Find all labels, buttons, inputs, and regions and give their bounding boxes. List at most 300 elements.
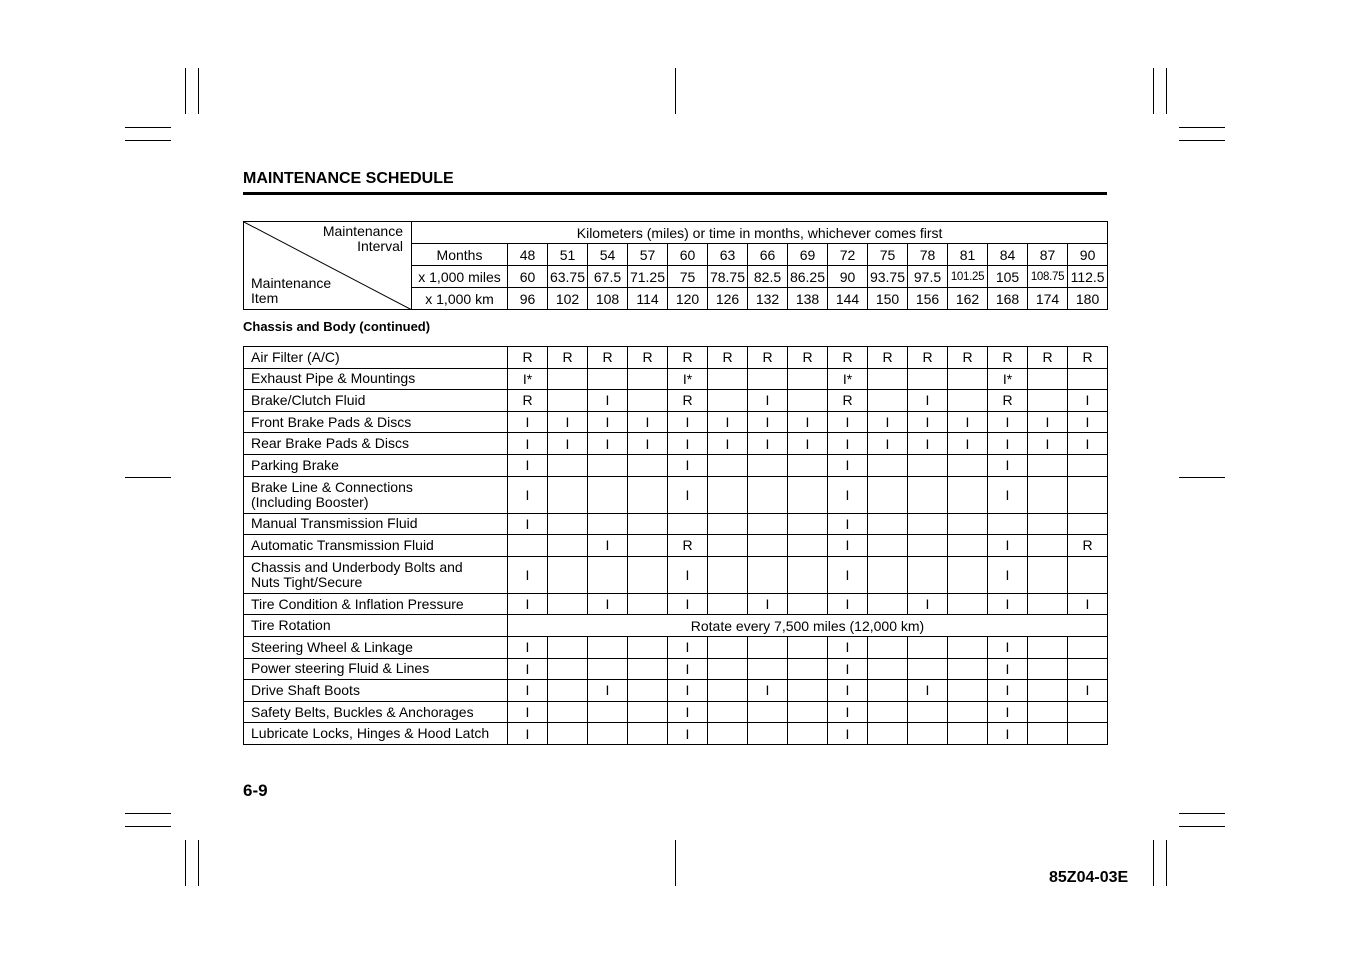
interval-value: 67.5: [588, 266, 628, 288]
schedule-cell: [1028, 723, 1068, 745]
schedule-cell: [868, 476, 908, 513]
schedule-cell: I: [748, 433, 788, 455]
table-row: [244, 390, 1108, 412]
schedule-cell: [908, 476, 948, 513]
schedule-cell: I: [988, 476, 1028, 513]
schedule-cell: I: [708, 411, 748, 433]
schedule-cell: [548, 723, 588, 745]
maintenance-item: Brake/Clutch Fluid: [244, 390, 508, 412]
schedule-cell: [948, 390, 988, 412]
schedule-cell: I: [628, 411, 668, 433]
schedule-cell: [628, 636, 668, 658]
schedule-cell: I: [908, 680, 948, 702]
crop-mark: [198, 840, 199, 886]
schedule-cell: I*: [508, 368, 548, 390]
schedule-cell: I: [828, 701, 868, 723]
table-row: [244, 433, 1108, 455]
schedule-cell: [628, 454, 668, 476]
interval-value: 120: [668, 288, 708, 310]
schedule-cell: I: [828, 476, 868, 513]
interval-value: 174: [1028, 288, 1068, 310]
schedule-cell: I: [988, 680, 1028, 702]
interval-value: 48: [508, 244, 548, 266]
schedule-cell: [588, 636, 628, 658]
schedule-cell: [548, 680, 588, 702]
schedule-cell: [868, 723, 908, 745]
schedule-cell: I: [508, 636, 548, 658]
schedule-cell: [588, 556, 628, 593]
crop-mark: [1179, 813, 1225, 814]
schedule-cell: [628, 535, 668, 557]
schedule-cell: [748, 556, 788, 593]
schedule-cell: [788, 701, 828, 723]
km-label: x 1,000 km: [412, 288, 508, 310]
interval-value: 87: [1028, 244, 1068, 266]
schedule-cell: [1068, 723, 1108, 745]
schedule-cell: [908, 454, 948, 476]
schedule-cell: R: [508, 390, 548, 412]
schedule-cell: I: [828, 636, 868, 658]
schedule-cell: I: [828, 680, 868, 702]
crop-mark: [1179, 140, 1225, 141]
interval-value: 101.25: [948, 266, 988, 288]
crop-mark: [1179, 826, 1225, 827]
schedule-cell: [788, 513, 828, 535]
schedule-cell: I: [788, 411, 828, 433]
interval-value: 96: [508, 288, 548, 310]
schedule-cell: [1068, 636, 1108, 658]
schedule-cell: I: [668, 636, 708, 658]
schedule-cell: I: [668, 556, 708, 593]
schedule-cell: I: [668, 476, 708, 513]
interval-value: 114: [628, 288, 668, 310]
header-corner-cell: [244, 222, 412, 310]
schedule-cell: I: [1028, 433, 1068, 455]
schedule-cell: I: [828, 411, 868, 433]
schedule-cell: R: [1068, 535, 1108, 557]
corner-item-label: Maintenance Item: [251, 275, 332, 306]
schedule-cell: I: [588, 433, 628, 455]
schedule-cell: [708, 723, 748, 745]
schedule-cell: I: [948, 411, 988, 433]
schedule-cell: I: [828, 433, 868, 455]
interval-value: 180: [1068, 288, 1108, 310]
crop-mark: [125, 826, 171, 827]
interval-value: 75: [868, 244, 908, 266]
schedule-cell: I*: [828, 368, 868, 390]
maintenance-item: Exhaust Pipe & Mountings: [244, 368, 508, 390]
schedule-cell: R: [548, 347, 588, 369]
schedule-cell: [1068, 454, 1108, 476]
schedule-cell: I: [508, 680, 548, 702]
schedule-cell: [908, 535, 948, 557]
interval-value: 156: [908, 288, 948, 310]
crop-mark: [185, 840, 186, 886]
interval-value: 93.75: [868, 266, 908, 288]
schedule-cell: [628, 556, 668, 593]
maintenance-item: Automatic Transmission Fluid: [244, 535, 508, 557]
schedule-cell: [548, 535, 588, 557]
schedule-cell: [908, 723, 948, 745]
schedule-cell: I: [508, 411, 548, 433]
schedule-cell: [908, 556, 948, 593]
schedule-cell: R: [508, 347, 548, 369]
crop-mark: [675, 840, 676, 886]
corner-interval-label: Maintenance Interval: [322, 223, 403, 254]
schedule-cell: I: [988, 636, 1028, 658]
schedule-cell: I: [668, 454, 708, 476]
schedule-cell: [628, 723, 668, 745]
schedule-cell: [548, 476, 588, 513]
interval-value: 57: [628, 244, 668, 266]
schedule-cell: [1028, 513, 1068, 535]
schedule-cell: I: [828, 658, 868, 680]
crop-mark: [675, 68, 676, 114]
maintenance-item: Safety Belts, Buckles & Anchorages: [244, 701, 508, 723]
schedule-cell: [708, 535, 748, 557]
maintenance-item: Rear Brake Pads & Discs: [244, 433, 508, 455]
schedule-cell: I: [1068, 593, 1108, 615]
schedule-cell: [548, 454, 588, 476]
interval-value: 78: [908, 244, 948, 266]
schedule-cell: [748, 476, 788, 513]
schedule-cell: R: [708, 347, 748, 369]
schedule-cell: I: [1068, 433, 1108, 455]
schedule-cell: [908, 658, 948, 680]
page-number: 6-9: [243, 781, 268, 800]
schedule-cell: [628, 368, 668, 390]
schedule-cell: [708, 636, 748, 658]
schedule-cell: I: [588, 680, 628, 702]
schedule-cell: I: [508, 454, 548, 476]
schedule-cell: [1068, 658, 1108, 680]
schedule-cell: I: [1068, 411, 1108, 433]
schedule-cell: [948, 680, 988, 702]
schedule-cell: [868, 636, 908, 658]
schedule-cell: [868, 593, 908, 615]
table-row: [244, 535, 1108, 557]
schedule-cell: I: [668, 658, 708, 680]
schedule-cell: I: [508, 513, 548, 535]
schedule-cell: [788, 476, 828, 513]
schedule-cell: [548, 658, 588, 680]
interval-value: 63: [708, 244, 748, 266]
schedule-cell: R: [788, 347, 828, 369]
schedule-cell: [1028, 476, 1068, 513]
schedule-cell: [948, 593, 988, 615]
schedule-cell: [588, 723, 628, 745]
schedule-cell: [1068, 476, 1108, 513]
schedule-cell: [868, 368, 908, 390]
interval-value: 144: [828, 288, 868, 310]
schedule-cell: I: [988, 593, 1028, 615]
months-label: Months: [412, 244, 508, 266]
interval-value: 90: [1068, 244, 1108, 266]
maintenance-item: Steering Wheel & Linkage: [244, 636, 508, 658]
schedule-cell: [788, 636, 828, 658]
schedule-cell: R: [1028, 347, 1068, 369]
interval-value: 81: [948, 244, 988, 266]
schedule-cell: I: [668, 680, 708, 702]
interval-value: 72: [828, 244, 868, 266]
schedule-cell: R: [948, 347, 988, 369]
schedule-cell: [1068, 513, 1108, 535]
crop-mark: [125, 140, 171, 141]
table-row: [244, 701, 1108, 723]
maintenance-item: Air Filter (A/C): [244, 347, 508, 369]
interval-value: 66: [748, 244, 788, 266]
section-title: MAINTENANCE SCHEDULE: [243, 170, 454, 187]
schedule-cell: [788, 454, 828, 476]
interval-value: 108.75: [1028, 266, 1068, 288]
schedule-cell: R: [748, 347, 788, 369]
schedule-cell: [948, 368, 988, 390]
schedule-cell: R: [988, 390, 1028, 412]
schedule-cell: R: [988, 347, 1028, 369]
schedule-cell: [628, 476, 668, 513]
schedule-cell: R: [628, 347, 668, 369]
interval-value: 60: [508, 266, 548, 288]
schedule-cell: [788, 723, 828, 745]
schedule-cell: I: [1068, 680, 1108, 702]
schedule-cell: I: [988, 701, 1028, 723]
interval-span-title: Kilometers (miles) or time in months, whichever comes first: [412, 222, 1108, 244]
schedule-cell: [508, 535, 548, 557]
schedule-cell: I: [828, 593, 868, 615]
schedule-cell: [748, 723, 788, 745]
schedule-cell: [868, 658, 908, 680]
schedule-cell: [588, 701, 628, 723]
schedule-cell: I: [508, 658, 548, 680]
schedule-cell: [868, 535, 908, 557]
schedule-cell: [868, 454, 908, 476]
schedule-cell: [748, 658, 788, 680]
maintenance-table: [243, 346, 1108, 745]
schedule-cell: I: [668, 723, 708, 745]
schedule-cell: I: [828, 454, 868, 476]
schedule-cell: [588, 368, 628, 390]
maintenance-item: Tire Condition & Inflation Pressure: [244, 593, 508, 615]
interval-value: 71.25: [628, 266, 668, 288]
schedule-cell: I: [988, 433, 1028, 455]
schedule-cell: [588, 513, 628, 535]
schedule-cell: I: [988, 556, 1028, 593]
table-row: [244, 476, 1108, 513]
maintenance-item: Drive Shaft Boots: [244, 680, 508, 702]
schedule-cell: I: [588, 390, 628, 412]
schedule-cell: [1028, 535, 1068, 557]
table-row: [244, 454, 1108, 476]
schedule-cell: [748, 368, 788, 390]
schedule-cell: [948, 658, 988, 680]
crop-mark: [1166, 840, 1167, 886]
schedule-cell: [588, 454, 628, 476]
schedule-cell: [708, 556, 748, 593]
schedule-cell: [948, 723, 988, 745]
interval-value: 82.5: [748, 266, 788, 288]
schedule-cell: [628, 701, 668, 723]
table-row: [244, 556, 1108, 593]
schedule-cell: [548, 368, 588, 390]
crop-mark: [1153, 68, 1154, 114]
schedule-cell: I: [988, 723, 1028, 745]
schedule-cell: [948, 636, 988, 658]
schedule-cell: [588, 658, 628, 680]
interval-value: 60: [668, 244, 708, 266]
schedule-cell: [1068, 368, 1108, 390]
schedule-cell: [908, 513, 948, 535]
schedule-cell: [548, 701, 588, 723]
schedule-cell: I: [748, 593, 788, 615]
schedule-cell: I: [748, 680, 788, 702]
schedule-cell: [588, 476, 628, 513]
schedule-cell: [708, 658, 748, 680]
interval-value: 168: [988, 288, 1028, 310]
schedule-cell: [748, 701, 788, 723]
schedule-cell: I: [988, 411, 1028, 433]
schedule-cell: [948, 476, 988, 513]
table-row: [244, 347, 1108, 369]
schedule-cell: I: [948, 433, 988, 455]
schedule-cell: I: [1068, 390, 1108, 412]
schedule-cell: [868, 513, 908, 535]
schedule-cell: I: [908, 593, 948, 615]
crop-mark: [1179, 127, 1225, 128]
interval-value: 108: [588, 288, 628, 310]
schedule-cell: I: [588, 535, 628, 557]
title-rule: [243, 192, 1107, 195]
crop-mark: [1166, 68, 1167, 114]
schedule-cell: [548, 556, 588, 593]
schedule-cell: I: [908, 411, 948, 433]
schedule-cell: [1028, 701, 1068, 723]
schedule-cell: I: [508, 723, 548, 745]
schedule-cell: I: [1028, 411, 1068, 433]
schedule-cell: I: [668, 433, 708, 455]
schedule-cell: [1028, 658, 1068, 680]
schedule-cell: I: [508, 593, 548, 615]
schedule-cell: [788, 680, 828, 702]
schedule-cell: I: [548, 411, 588, 433]
schedule-cell: [948, 535, 988, 557]
table-row: [244, 513, 1108, 535]
interval-value: 126: [708, 288, 748, 310]
interval-value: 90: [828, 266, 868, 288]
schedule-cell: [948, 454, 988, 476]
schedule-cell: [1028, 390, 1068, 412]
schedule-cell: I: [868, 433, 908, 455]
schedule-cell: I: [588, 593, 628, 615]
schedule-cell: [548, 513, 588, 535]
sub-title: Chassis and Body (continued): [243, 319, 431, 334]
interval-value: 75: [668, 266, 708, 288]
interval-value: 51: [548, 244, 588, 266]
interval-value: 86.25: [788, 266, 828, 288]
crop-mark: [1153, 840, 1154, 886]
span-note: Rotate every 7,500 miles (12,000 km): [508, 615, 1108, 637]
schedule-cell: [1028, 556, 1068, 593]
table-row: [244, 411, 1108, 433]
crop-mark: [185, 68, 186, 114]
interval-value: 132: [748, 288, 788, 310]
schedule-cell: [628, 593, 668, 615]
maintenance-item: Parking Brake: [244, 454, 508, 476]
schedule-cell: [868, 680, 908, 702]
table-row: [244, 658, 1108, 680]
schedule-cell: [548, 593, 588, 615]
schedule-cell: I: [988, 535, 1028, 557]
schedule-cell: I: [548, 433, 588, 455]
schedule-cell: [908, 701, 948, 723]
schedule-cell: I: [668, 701, 708, 723]
schedule-cell: [708, 593, 748, 615]
schedule-cell: I: [668, 411, 708, 433]
schedule-cell: [788, 390, 828, 412]
schedule-cell: [1028, 636, 1068, 658]
interval-value: 69: [788, 244, 828, 266]
schedule-cell: R: [1068, 347, 1108, 369]
schedule-cell: [628, 680, 668, 702]
crop-mark: [125, 813, 171, 814]
schedule-cell: I: [508, 433, 548, 455]
schedule-cell: I: [508, 701, 548, 723]
schedule-cell: [988, 513, 1028, 535]
miles-label: x 1,000 miles: [412, 266, 508, 288]
schedule-cell: [668, 513, 708, 535]
schedule-cell: I: [628, 433, 668, 455]
interval-value: 102: [548, 288, 588, 310]
schedule-cell: R: [828, 347, 868, 369]
table-row: [244, 636, 1108, 658]
interval-value: 138: [788, 288, 828, 310]
schedule-cell: [628, 658, 668, 680]
maintenance-item: Manual Transmission Fluid: [244, 513, 508, 535]
schedule-cell: [708, 513, 748, 535]
doc-code: 85Z04-03E: [1049, 869, 1129, 886]
schedule-cell: [1028, 680, 1068, 702]
schedule-cell: R: [668, 535, 708, 557]
schedule-cell: I: [788, 433, 828, 455]
schedule-cell: I: [748, 411, 788, 433]
schedule-cell: I: [668, 593, 708, 615]
table-row: [244, 723, 1108, 745]
schedule-cell: I: [708, 433, 748, 455]
interval-value: 162: [948, 288, 988, 310]
schedule-cell: [748, 535, 788, 557]
schedule-cell: I: [868, 411, 908, 433]
schedule-cell: I: [748, 390, 788, 412]
interval-value: 63.75: [548, 266, 588, 288]
schedule-cell: [1068, 556, 1108, 593]
schedule-cell: I: [988, 658, 1028, 680]
interval-header-table: [243, 221, 1108, 310]
schedule-cell: [708, 454, 748, 476]
schedule-cell: [788, 658, 828, 680]
interval-value: 97.5: [908, 266, 948, 288]
schedule-cell: [1028, 368, 1068, 390]
schedule-cell: I*: [668, 368, 708, 390]
schedule-cell: [708, 701, 748, 723]
schedule-cell: R: [668, 347, 708, 369]
schedule-cell: R: [828, 390, 868, 412]
schedule-cell: [708, 368, 748, 390]
crop-mark: [1179, 477, 1225, 478]
maintenance-item: Power steering Fluid & Lines: [244, 658, 508, 680]
schedule-cell: I: [988, 454, 1028, 476]
maintenance-item: Chassis and Underbody Bolts and Nuts Tight/Secure: [244, 556, 508, 593]
schedule-cell: [748, 636, 788, 658]
crop-mark: [125, 477, 171, 478]
